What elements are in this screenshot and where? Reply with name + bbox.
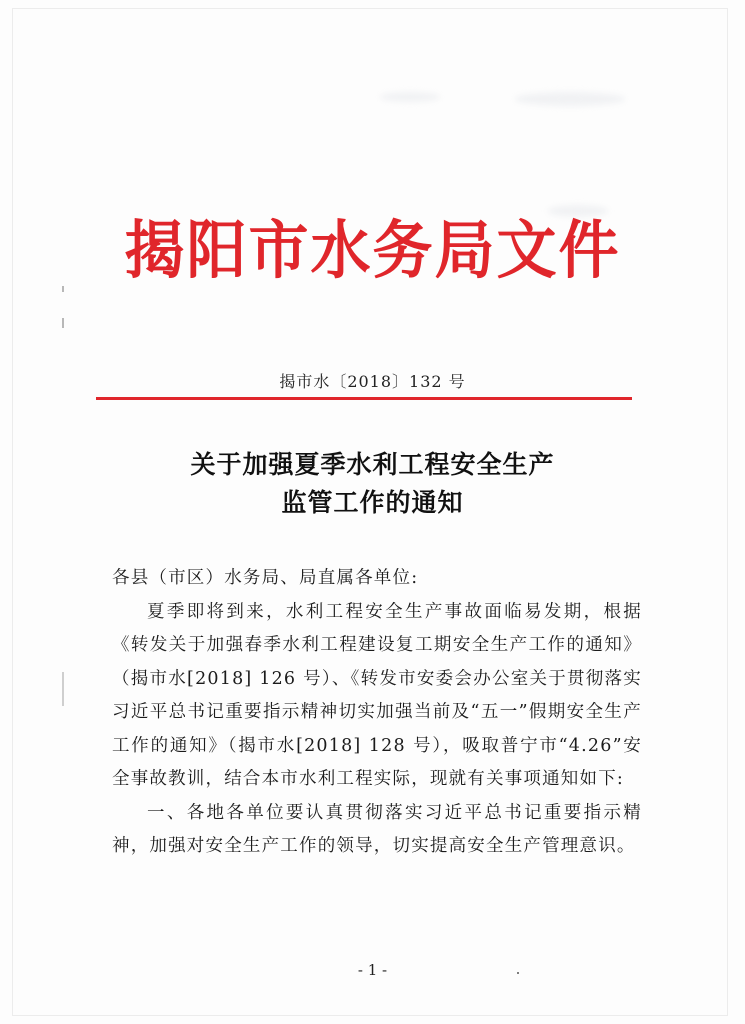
page-number: - 1 - <box>357 961 388 979</box>
scan-dot <box>517 972 519 974</box>
document-title-line-2: 监管工作的通知 <box>281 488 464 517</box>
binding-mark <box>62 318 64 328</box>
document-title-line-1: 关于加强夏季水利工程安全生产 <box>190 450 555 479</box>
body-paragraph-2: 一、各地各单位要认真贯彻落实习近平总书记重要指示精神，加强对安全生产工作的领导，切实提高安全生产管理意识。 <box>112 802 642 856</box>
red-separator-line <box>96 397 632 400</box>
scan-smudge <box>515 92 625 106</box>
document-title <box>0 446 745 522</box>
scan-smudge <box>380 92 440 102</box>
binding-mark <box>62 672 64 706</box>
issuing-authority-header: 揭阳市水务局文件 <box>124 214 621 288</box>
body-paragraph-1: 夏季即将到来，水利工程安全生产事故面临易发期，根据《转发关于加强春季水利工程建设复工期安全生产工作的通知》（揭市水[2018] 126 号）、《转发市安委会办公室关于贯彻落实习近平总书记重要指示精神切实加强当前及“五一”假期安全生产工作的通知》（揭市水[2018] 128 号），吸取普宁市“4.26”安全事故教训，结合本市水利工程实际，现就有关事项通知如下: <box>112 601 642 789</box>
addressee-line: 各县（市区）水务局、局直属各单位: <box>112 568 419 588</box>
document-body <box>112 562 642 864</box>
document-number: 揭市水〔2018〕132 号 <box>279 372 466 391</box>
